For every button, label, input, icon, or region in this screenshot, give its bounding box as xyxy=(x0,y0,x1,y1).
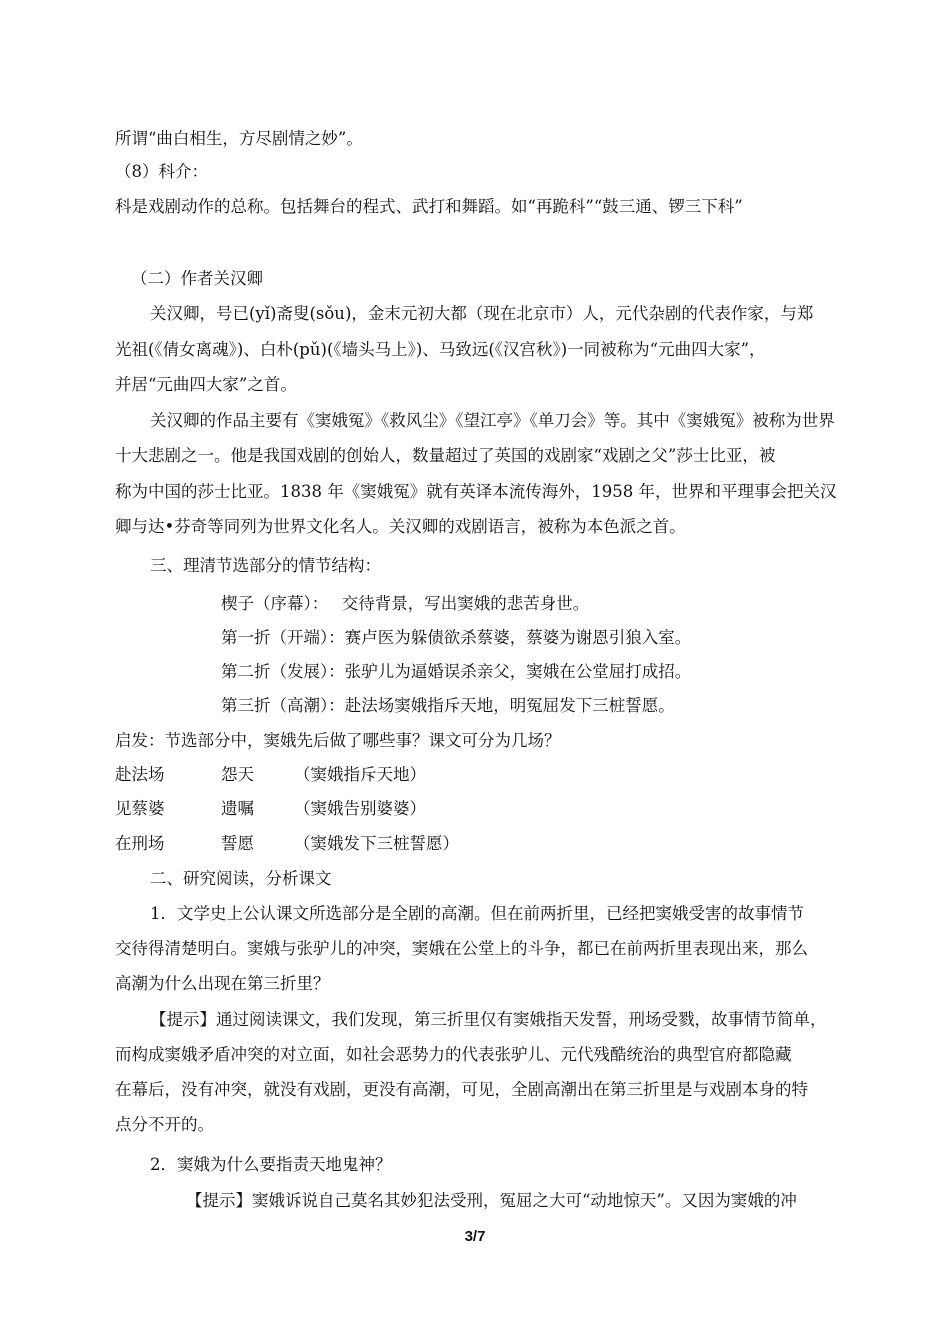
scene-desc: （窦娥指斥天地） xyxy=(294,765,426,784)
text-line: 并居“元曲四大家”之首。 xyxy=(115,375,297,394)
text-line: 称为中国的莎士比亚。1838 年《窦娥冤》就有英译本流传海外，1958 年，世界和平理事会把关汉 xyxy=(115,482,837,501)
question-line: 2．窦娥为什么要指责天地鬼神？ xyxy=(150,1155,392,1174)
scene-place: 见蔡婆 xyxy=(115,799,165,818)
section-heading: 二、研究阅读，分析课文 xyxy=(150,869,332,888)
plot-structure-line: 楔子（序幕）： 交待背景，写出窦娥的悲苦身世。 xyxy=(221,594,590,613)
text-line: 关汉卿，号已(yǐ)斋叟(sǒu)，金末元初大都（现在北京市）人，元代杂剧的代表作家，与郑 xyxy=(150,304,814,323)
section-heading: （8）科介： xyxy=(115,162,208,181)
text-line: 交待得清楚明白。窦娥与张驴儿的冲突，窦娥在公堂上的斗争，都已在前两折里表现出来，那么 xyxy=(115,939,808,958)
section-heading: （二）作者关汉卿 xyxy=(131,269,263,288)
hint-paragraph: 【提示】窦娥诉说自己莫名其妙犯法受刑，冤屈之大可“动地惊天”。又因为窦娥的冲 xyxy=(186,1191,797,1210)
text-line: 科是戏剧动作的总称。包括舞台的程式、武打和舞蹈。如“再跪科”“鼓三通、锣三下科” xyxy=(115,197,743,216)
scene-desc: （窦娥告别婆婆） xyxy=(294,799,426,818)
text-line: 关汉卿的作品主要有《窦娥冤》《救风尘》《望江亭》《单刀会》等。其中《窦娥冤》被称为世界 xyxy=(150,411,835,430)
section-heading: 三、理清节选部分的情节结构： xyxy=(150,556,381,575)
text-line: 十大悲剧之一。他是我国戏剧的创始人，数量超过了英国的戏剧家“戏剧之父”莎士比亚，被 xyxy=(115,446,776,465)
text-line: 所谓“曲白相生，方尽剧情之妙”。 xyxy=(115,129,363,148)
text-line: 高潮为什么出现在第三折里？ xyxy=(115,974,330,993)
text-line: 点分不开的。 xyxy=(115,1115,214,1134)
text-line: 而构成窦娥矛盾冲突的对立面，如社会恶势力的代表张驴儿、元代残酷统治的典型官府都隐藏 xyxy=(115,1045,792,1064)
text-line: 卿与达•芬奇等同列为世界文化名人。关汉卿的戏剧语言，被称为本色派之首。 xyxy=(115,517,686,536)
plot-structure-line: 第二折（发展）：张驴儿为逼婚误杀亲父，窦娥在公堂屈打成招。 xyxy=(221,662,692,681)
hint-paragraph: 【提示】通过阅读课文，我们发现，第三折里仅有窦娥指天发誓，刑场受戮，故事情节简单， xyxy=(150,1010,827,1029)
text-line: 在幕后，没有冲突，就没有戏剧，更没有高潮，可见，全剧高潮出在第三折里是与戏剧本身的特 xyxy=(115,1080,808,1099)
scene-desc: （窦娥发下三桩誓愿） xyxy=(294,834,459,853)
scene-action: 誓愿 xyxy=(221,834,254,853)
scene-action: 怨天 xyxy=(221,765,254,784)
text-line: 光祖(《倩女离魂》)、白朴(pǔ)(《墙头马上》)、马致远(《汉宫秋》)一同被称为“元曲四大家”， xyxy=(115,340,766,359)
scene-place: 赴法场 xyxy=(115,765,165,784)
plot-structure-line: 第一折（开端）：赛卢医为躲债欲杀蔡婆，蔡婆为谢恩引狼入室。 xyxy=(221,628,692,647)
plot-structure-line: 第三折（高潮）：赴法场窦娥指斥天地，明冤屈发下三桩誓愿。 xyxy=(221,696,675,715)
text-line: 1．文学史上公认课文所选部分是全剧的高潮。但在前两折里，已经把窦娥受害的故事情节 xyxy=(150,904,804,923)
page-number: 3/7 xyxy=(464,1228,486,1245)
scene-action: 遗嘱 xyxy=(221,799,254,818)
text-line: 启发：节选部分中，窦娥先后做了哪些事？课文可分为几场？ xyxy=(115,731,561,750)
scene-place: 在刑场 xyxy=(115,834,165,853)
